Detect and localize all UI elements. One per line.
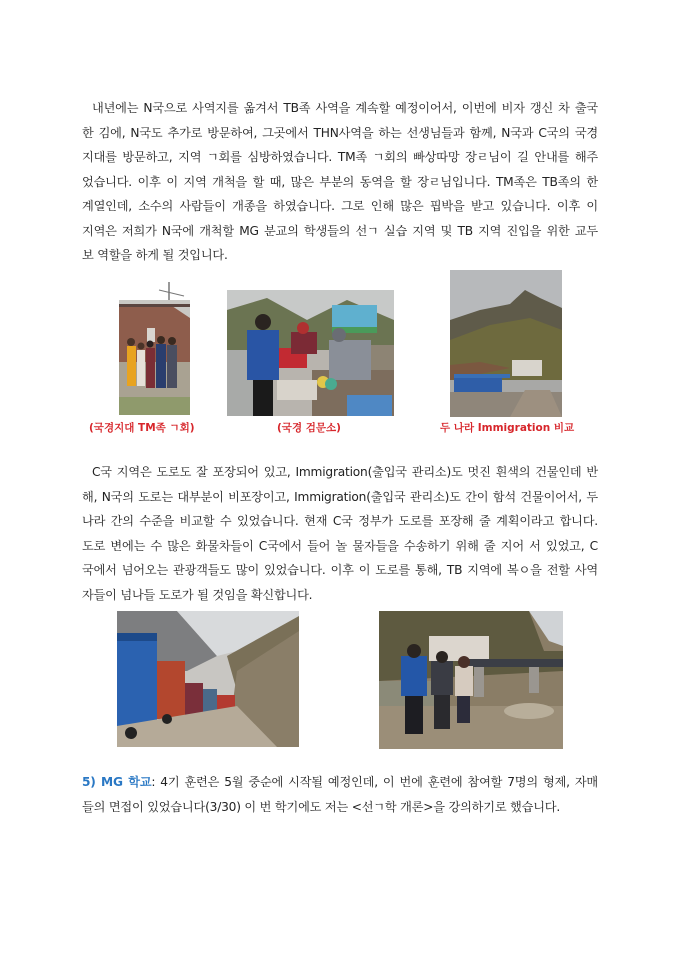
text-line: 도로 변에는 수 많은 화물차들이 C국에서 들어 놀 물자들을 수송하기 위해 줄 지어 서 있었고, C xyxy=(82,538,598,553)
photo-immigration-comparison xyxy=(450,270,562,417)
text-line: 내년에는 N국으로 사역지를 옮겨서 TB족 사역을 계속할 예정이어서, 이번에 비자 갱신 차 출국 xyxy=(92,101,598,115)
text-line: 한 김에, N국도 추가로 방문하여, 그곳에서 THN사역을 하는 선생님들과 함께, N국과 C국의 국경 xyxy=(82,125,598,140)
text-line: 지대를 방문하고, 지역 ㄱ회를 심방하였습니다. TM족 ㄱ회의 빠상따망 장ㄹ님이 길 안내를 해주 xyxy=(82,150,598,164)
text-line xyxy=(82,770,598,795)
text-line: C국 지역은 도로도 잘 포장되어 있고, Immigration(출입국 관리소)도 멋진 흰색의 건물인데 반 xyxy=(92,465,598,479)
photo-image xyxy=(450,270,562,417)
section-text: : 4기 훈련은 5월 중순에 시작될 예정인데, 이 번에 훈련에 참여할 7명의 형제, 자매 xyxy=(151,775,598,789)
text-line: 나라 간의 수준을 비교할 수 있었습니다. 현재 C국 정부가 도로를 포장해 줄 계획이라고 합니다. xyxy=(82,514,598,528)
caption-checkpoint: (국경 검문소) xyxy=(277,422,341,434)
text-line: 보 역할을 하게 될 것입니다. xyxy=(82,248,228,262)
photo-three-people-bridge xyxy=(379,611,563,749)
photo-image xyxy=(227,290,394,416)
paragraph-road-comparison xyxy=(82,460,598,607)
section-mg-school xyxy=(82,770,598,819)
text-line: 계열인데, 소수의 사람들이 개종을 하였습니다. 그로 인해 많은 핍박을 받고 있습니다. 이후 이 xyxy=(82,199,598,213)
text-line: 자들이 넘나들 도로가 될 것임을 확신합니다. xyxy=(82,587,313,602)
text-line: 지역은 저희가 N국에 개척할 MG 분교의 학생들의 선ㄱ 실습 지역 및 TB 지역 진입을 위한 교두 xyxy=(82,223,598,238)
section-heading-mg-school: 5) MG 학교 xyxy=(82,775,152,789)
text-line: 해, N국의 도로는 대부분이 비포장이고, Immigration(출입국 관리소)도 간이 함석 건물이어서, 두 xyxy=(82,489,598,504)
photo-image xyxy=(379,611,563,749)
caption-border-church: (국경지대 TM족 ㄱ회) xyxy=(89,422,195,434)
text-line: 었습니다. 이후 이 지역 개척을 할 때, 많은 부분의 동역을 할 장ㄹ님입니다. TM족은 TB족의 한 xyxy=(82,174,598,189)
photo-image xyxy=(117,611,299,747)
text-line: 국에서 넘어오는 관광객들도 많이 있었습니다. 이후 이 도로를 통해, TB 지역에 복ㅇ을 전할 사역 xyxy=(82,563,598,577)
caption-immigration: 두 나라 Immigration 비교 xyxy=(440,422,575,434)
photo-border-checkpoint xyxy=(227,290,394,416)
photo-border-church-group xyxy=(119,282,190,415)
text-line: 들의 면접이 있었습니다(3/30) 이 번 학기에도 저는 <선ㄱ학 개론>을 강의하기로 했습니다. xyxy=(82,799,561,814)
paragraph-border-visit xyxy=(82,96,598,268)
photo-image xyxy=(119,282,190,415)
photo-trucks-road xyxy=(117,611,299,747)
